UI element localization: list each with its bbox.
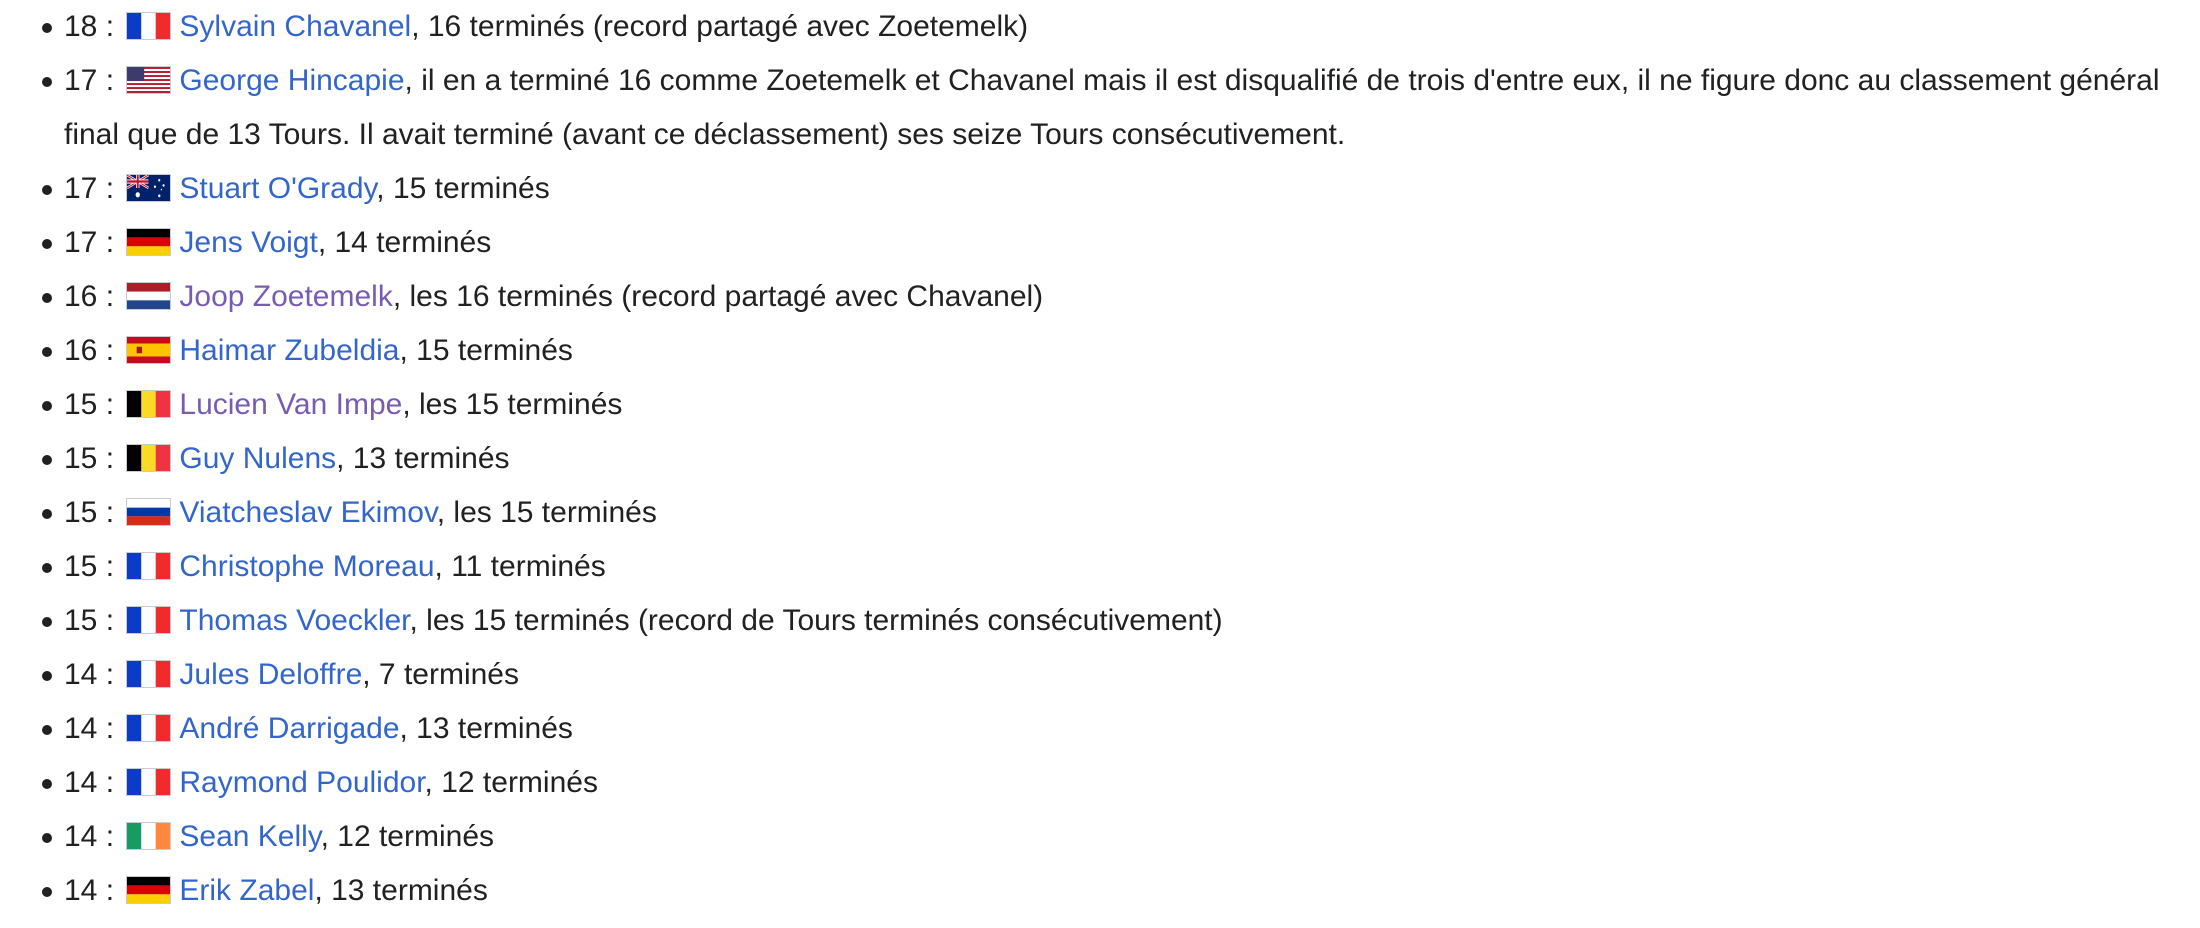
bullet-icon xyxy=(42,779,52,789)
rank-number: 17 xyxy=(64,64,98,97)
list-item xyxy=(0,432,2200,486)
list-item xyxy=(0,0,2200,54)
rider-detail: , 11 terminés xyxy=(434,550,606,583)
rider-detail: , il en a terminé 16 comme Zoetemelk et Chavanel mais il est disqualifié de trois d'entre eux, il ne figure donc au classement général final que de 13 Tours. Il avait terminé (avant ce déclassement) ses seize Tours consécutivement. xyxy=(64,64,2160,151)
spain-flag-icon xyxy=(126,336,171,364)
rider-detail: , les 15 terminés xyxy=(402,388,623,421)
separator: : xyxy=(97,64,115,97)
france-flag-icon xyxy=(126,660,171,688)
separator: : xyxy=(97,874,115,907)
bullet-icon xyxy=(42,239,52,249)
ireland-flag-icon xyxy=(126,822,171,850)
rank-number: 15 xyxy=(64,442,98,475)
germany-flag-icon xyxy=(126,228,171,256)
rider-link[interactable]: Sean Kelly xyxy=(179,820,321,853)
rider-detail: , 13 terminés xyxy=(399,712,573,745)
list-item xyxy=(0,540,2200,594)
rider-detail: , 12 terminés xyxy=(320,820,495,853)
rank-number: 14 xyxy=(64,658,98,691)
netherlands-flag-icon xyxy=(126,282,171,310)
france-flag-icon xyxy=(126,714,171,742)
bullet-icon xyxy=(42,401,52,411)
rider-detail: , 15 terminés xyxy=(399,334,573,367)
separator: : xyxy=(97,280,115,313)
bullet-icon xyxy=(42,509,52,519)
bullet-icon xyxy=(42,833,52,843)
separator: : xyxy=(97,766,115,799)
rider-link[interactable]: Erik Zabel xyxy=(179,874,315,907)
rank-number: 14 xyxy=(64,712,98,745)
rider-link[interactable]: Viatcheslav Ekimov xyxy=(179,496,437,529)
rank-number: 14 xyxy=(64,766,98,799)
bullet-icon xyxy=(42,77,52,87)
rider-link[interactable]: André Darrigade xyxy=(179,712,400,745)
rank-number: 15 xyxy=(64,496,98,529)
rider-detail: , les 15 terminés (record de Tours terminés consécutivement) xyxy=(409,604,1223,637)
france-flag-icon xyxy=(126,12,171,40)
separator: : xyxy=(97,820,115,853)
list-item xyxy=(0,162,2200,216)
separator: : xyxy=(97,604,115,637)
rider-detail: , 7 terminés xyxy=(362,658,519,691)
rider-detail: , 16 terminés (record partagé avec Zoetemelk) xyxy=(411,10,1029,43)
separator: : xyxy=(97,388,115,421)
list-item xyxy=(0,702,2200,756)
separator: : xyxy=(97,172,115,205)
rider-detail: , les 16 terminés (record partagé avec Chavanel) xyxy=(392,280,1044,313)
list-item xyxy=(0,864,2200,918)
rider-detail: , 14 terminés xyxy=(317,226,492,259)
separator: : xyxy=(97,334,115,367)
rank-number: 15 xyxy=(64,388,98,421)
rank-number: 18 xyxy=(64,10,98,43)
bullet-icon xyxy=(42,293,52,303)
bullet-icon xyxy=(42,671,52,681)
separator: : xyxy=(97,550,115,583)
rider-detail: , 15 terminés xyxy=(376,172,550,205)
rank-number: 14 xyxy=(64,820,98,853)
russia-flag-icon xyxy=(126,498,171,526)
rider-link[interactable]: Christophe Moreau xyxy=(179,550,435,583)
rider-detail: , 13 terminés xyxy=(314,874,488,907)
bullet-icon xyxy=(42,887,52,897)
bullet-icon xyxy=(42,347,52,357)
france-flag-icon xyxy=(126,606,171,634)
bullet-icon xyxy=(42,455,52,465)
separator: : xyxy=(97,10,115,43)
list-item xyxy=(0,378,2200,432)
rider-link[interactable]: Raymond Poulidor xyxy=(179,766,425,799)
rider-detail: , 13 terminés xyxy=(336,442,510,475)
separator: : xyxy=(97,712,115,745)
bullet-icon xyxy=(42,23,52,33)
usa-flag-icon xyxy=(126,66,171,94)
rider-link[interactable]: Lucien Van Impe xyxy=(179,388,403,421)
rider-link[interactable]: Jules Deloffre xyxy=(179,658,363,691)
rider-link[interactable]: Joop Zoetemelk xyxy=(179,280,393,313)
list-item xyxy=(0,810,2200,864)
list-item xyxy=(0,756,2200,810)
rider-detail: , les 15 terminés xyxy=(436,496,657,529)
rank-number: 15 xyxy=(64,550,98,583)
list-item xyxy=(0,648,2200,702)
germany-flag-icon xyxy=(126,876,171,904)
rank-number: 14 xyxy=(64,874,98,907)
rider-link[interactable]: Thomas Voeckler xyxy=(179,604,410,637)
australia-flag-icon xyxy=(126,174,171,202)
rider-link[interactable]: Haimar Zubeldia xyxy=(179,334,400,367)
rank-number: 15 xyxy=(64,604,98,637)
list-item xyxy=(0,324,2200,378)
separator: : xyxy=(97,658,115,691)
belgium-flag-icon xyxy=(126,444,171,472)
rank-number: 17 xyxy=(64,226,98,259)
rider-detail: , 12 terminés xyxy=(424,766,598,799)
rank-number: 17 xyxy=(64,172,98,205)
rank-number: 16 xyxy=(64,334,98,367)
bullet-icon xyxy=(42,185,52,195)
rider-link[interactable]: Jens Voigt xyxy=(179,226,318,259)
belgium-flag-icon xyxy=(126,390,171,418)
bullet-icon xyxy=(42,563,52,573)
rider-link[interactable]: Stuart O'Grady xyxy=(179,172,377,205)
separator: : xyxy=(97,226,115,259)
bullet-icon xyxy=(42,617,52,627)
separator: : xyxy=(97,496,115,529)
rider-link[interactable]: George Hincapie xyxy=(179,64,405,97)
rider-link[interactable]: Guy Nulens xyxy=(179,442,337,475)
list-item xyxy=(0,594,2200,648)
rank-number: 16 xyxy=(64,280,98,313)
france-flag-icon xyxy=(126,768,171,796)
list-item xyxy=(0,216,2200,270)
list-item xyxy=(0,54,2200,162)
list-item xyxy=(0,486,2200,540)
rider-link[interactable]: Sylvain Chavanel xyxy=(179,10,412,43)
france-flag-icon xyxy=(126,552,171,580)
bullet-icon xyxy=(42,725,52,735)
separator: : xyxy=(97,442,115,475)
list-item xyxy=(0,270,2200,324)
